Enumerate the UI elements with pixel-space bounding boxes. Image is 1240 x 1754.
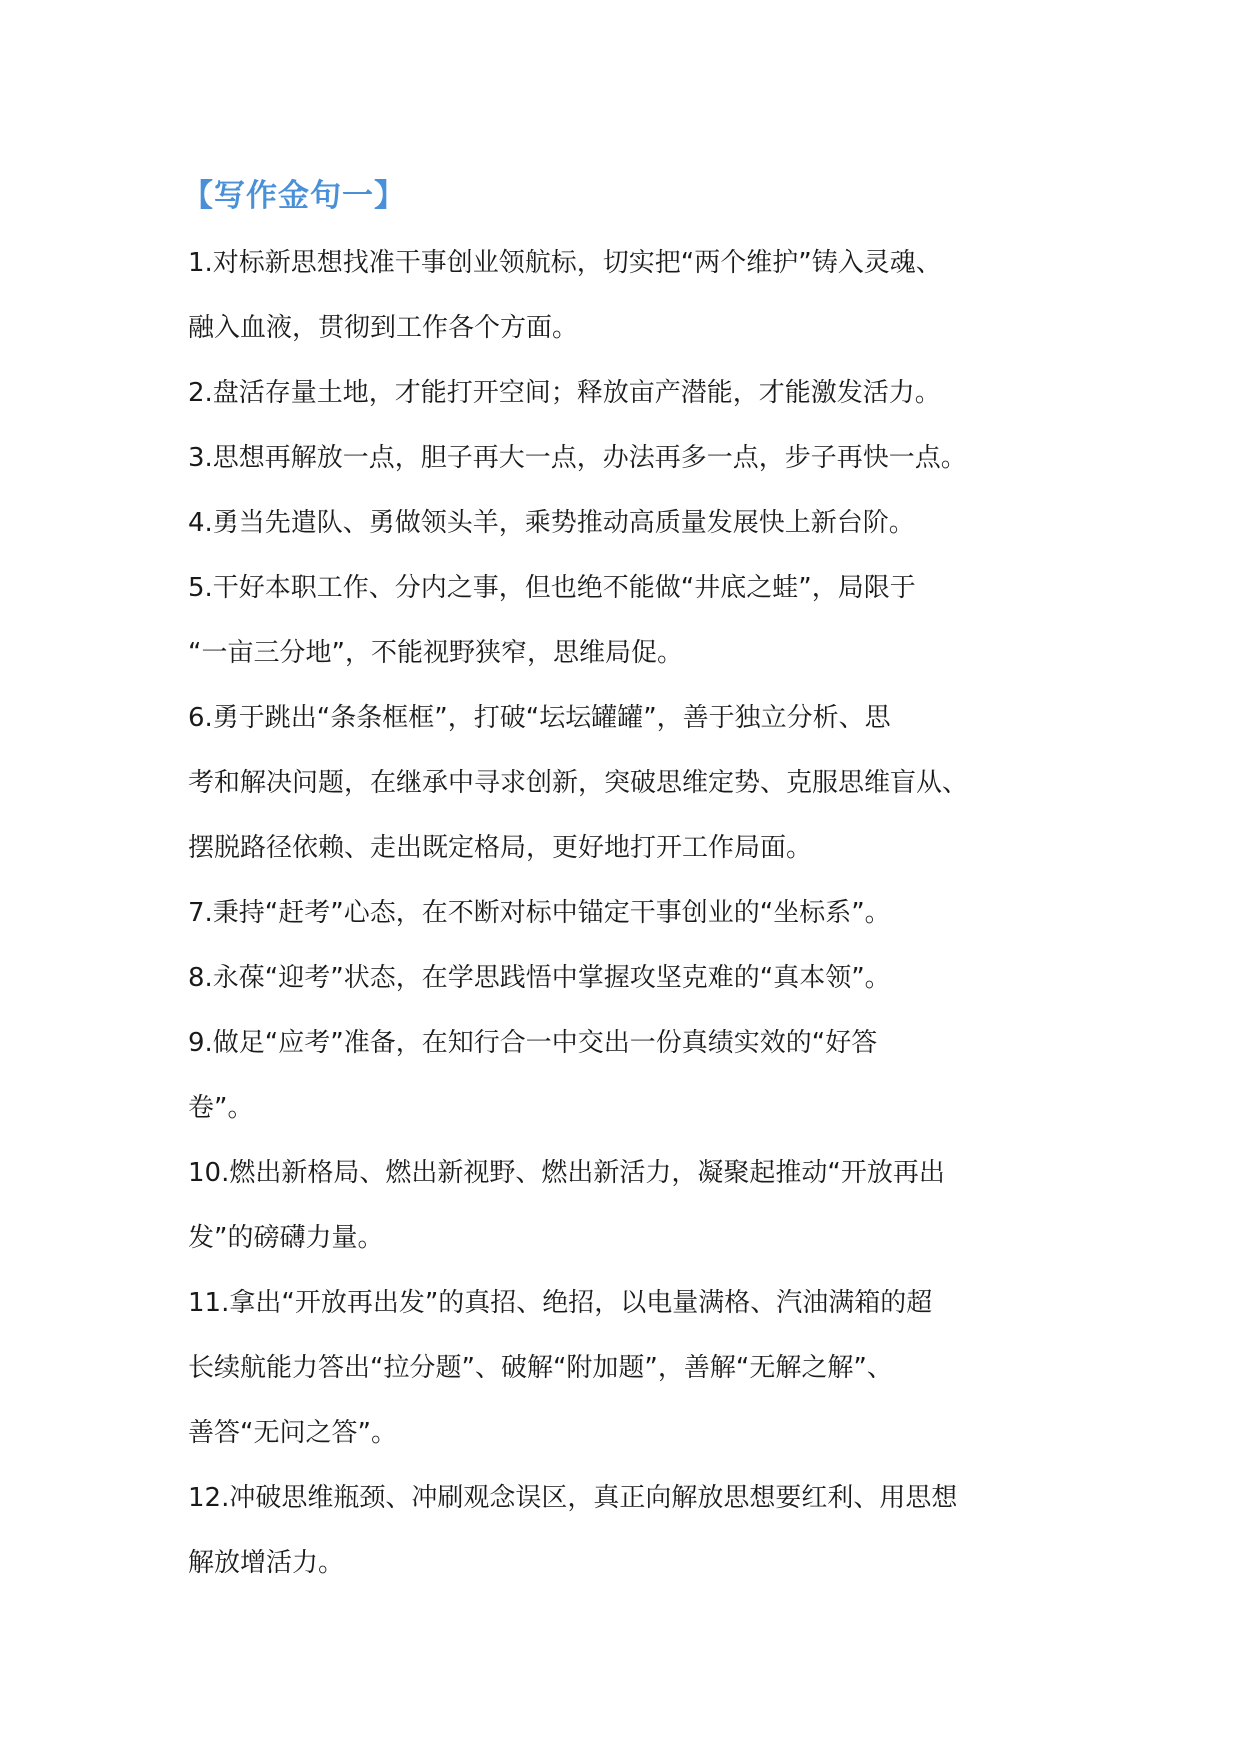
text-line: “一亩三分地”，不能视野狭窄，思维局促。 xyxy=(188,638,683,668)
text-line: 11.拿出“开放再出发”的真招、绝招，以电量满格、汽油满箱的超 xyxy=(188,1288,933,1318)
text-line: 2.盘活存量土地，才能打开空间；释放亩产潜能，才能激发活力。 xyxy=(188,378,941,408)
text-line: 5.干好本职工作、分内之事，但也绝不能做“井底之蛙”，局限于 xyxy=(188,573,916,603)
text-line: 摆脱路径依赖、走出既定格局，更好地打开工作局面。 xyxy=(188,833,813,863)
text-line: 发”的磅礴力量。 xyxy=(188,1223,384,1253)
text-line: 9.做足“应考”准备，在知行合一中交出一份真绩实效的“好答 xyxy=(188,1028,878,1058)
text-line: 融入血液，贯彻到工作各个方面。 xyxy=(188,313,579,343)
text-line: 4.勇当先遣队、勇做领头羊，乘势推动高质量发展快上新台阶。 xyxy=(188,508,915,538)
text-line: 长续航能力答出“拉分题”、破解“附加题”，善解“无解之解”、 xyxy=(188,1353,893,1383)
text-line: 8.永葆“迎考”状态，在学思践悟中掌握攻坚克难的“真本领”。 xyxy=(188,963,891,993)
text-line: 10.燃出新格局、燃出新视野、燃出新活力，凝聚起推动“开放再出 xyxy=(188,1158,945,1188)
text-line: 12.冲破思维瓶颈、冲刷观念误区，真正向解放思想要红利、用思想 xyxy=(188,1483,958,1513)
text-line: 善答“无问之答”。 xyxy=(188,1418,397,1448)
text-line: 1.对标新思想找准干事创业领航标，切实把“两个维护”铸入灵魂、 xyxy=(188,248,942,278)
text-line: 卷”。 xyxy=(188,1093,254,1123)
text-line: 3.思想再解放一点，胆子再大一点，办法再多一点，步子再快一点。 xyxy=(188,443,967,473)
text-line: 7.秉持“赶考”心态，在不断对标中锚定干事创业的“坐标系”。 xyxy=(188,898,891,928)
text-line: 解放增活力。 xyxy=(188,1548,345,1578)
section-heading: 【写作金句一】 xyxy=(182,178,406,214)
text-line: 考和解决问题，在继承中寻求创新，突破思维定势、克服思维盲从、 xyxy=(188,768,969,798)
text-line: 6.勇于跳出“条条框框”，打破“坛坛罐罐”，善于独立分析、思 xyxy=(188,703,891,733)
